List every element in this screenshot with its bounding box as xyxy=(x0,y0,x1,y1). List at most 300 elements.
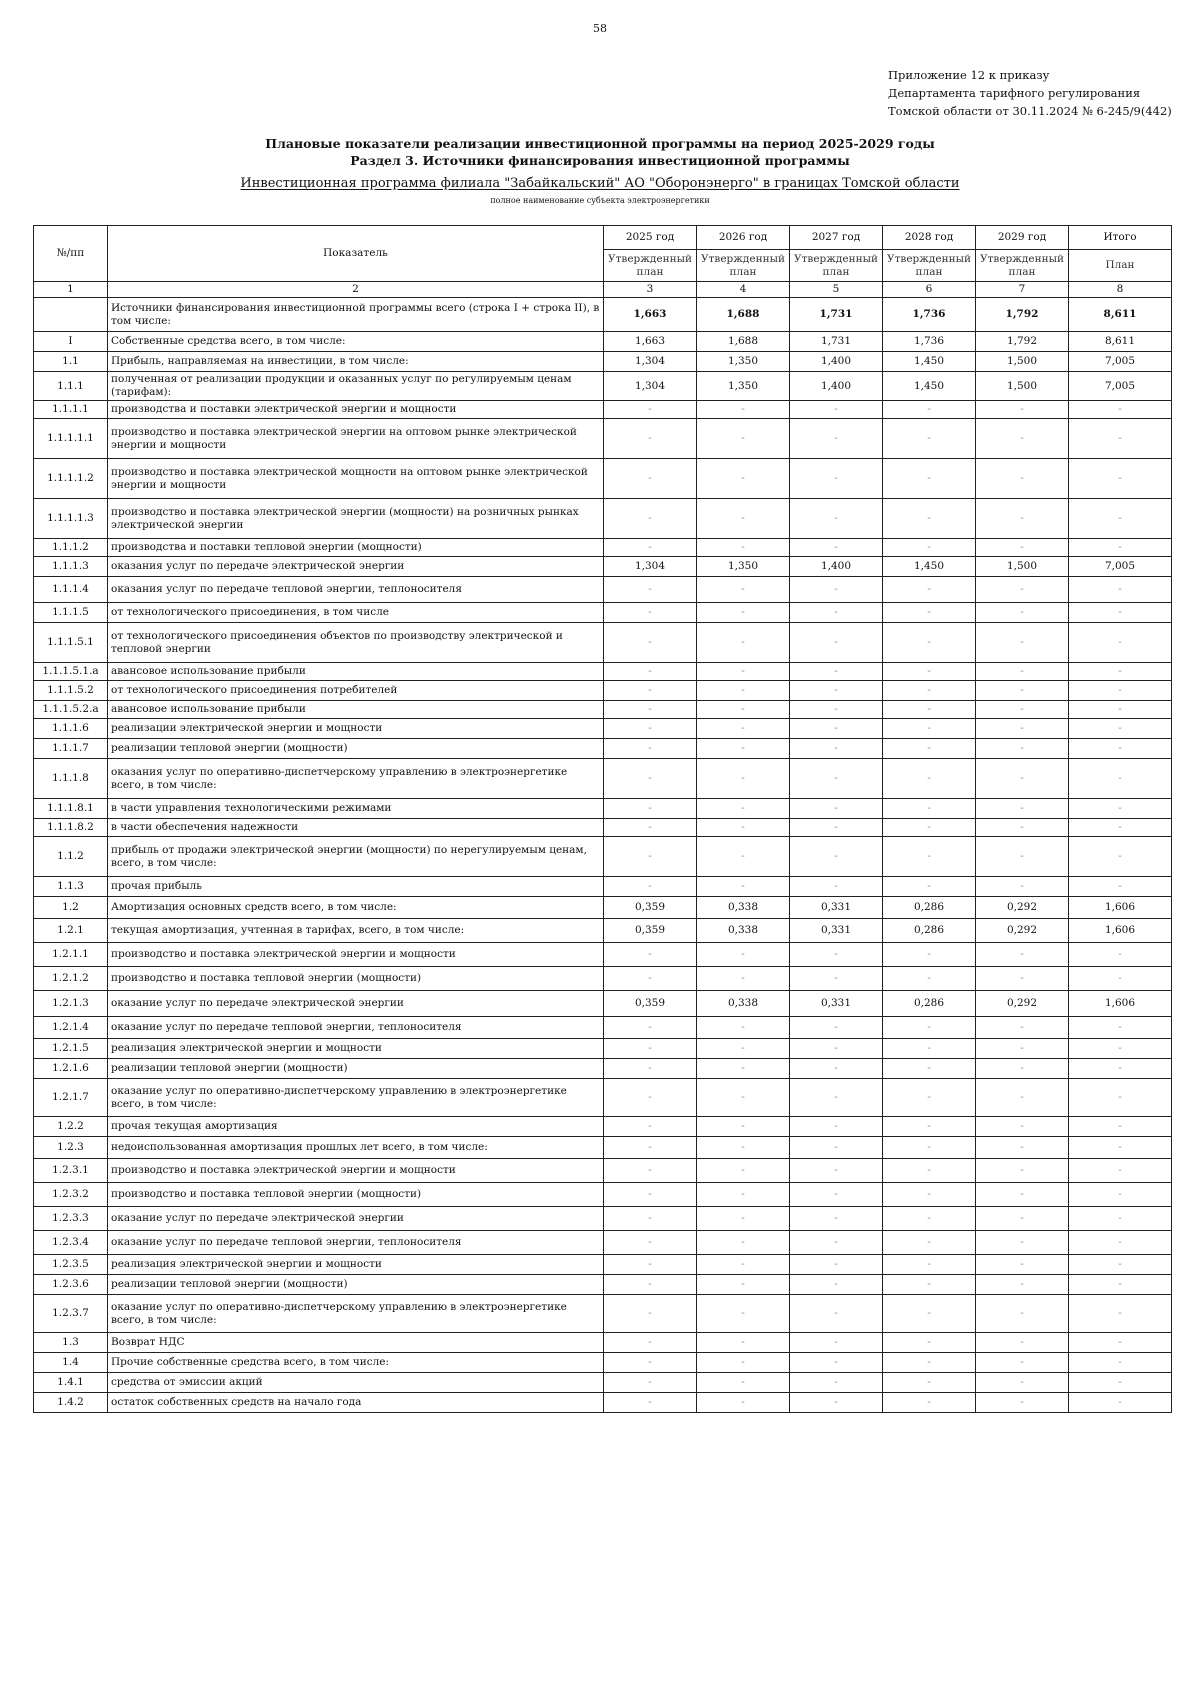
row-total-value: - xyxy=(1069,1295,1172,1333)
row-year-value: - xyxy=(790,459,883,499)
appendix-note xyxy=(888,66,1188,120)
row-year-value: - xyxy=(790,419,883,459)
row-year-value: - xyxy=(790,1275,883,1295)
table-row xyxy=(34,701,1172,719)
row-indicator: реализация электрической энергии и мощности xyxy=(108,1255,604,1275)
row-year-value: - xyxy=(604,877,697,897)
row-year-value: - xyxy=(604,799,697,819)
table-row xyxy=(34,577,1172,603)
row-year-value: - xyxy=(976,1079,1069,1117)
row-year-value: - xyxy=(883,719,976,739)
header-sub-2029: Утвержденный план xyxy=(976,250,1069,282)
row-year-value: - xyxy=(976,877,1069,897)
row-indicator: прибыль от продажи электрической энергии (мощности) по нерегулируемым ценам, всего, в том числе: xyxy=(108,837,604,877)
row-total-value: - xyxy=(1069,459,1172,499)
header-indicator: Показатель xyxy=(108,226,604,282)
document-title xyxy=(0,135,1200,169)
row-year-value: - xyxy=(604,1159,697,1183)
column-number: 6 xyxy=(883,282,976,298)
row-year-value: - xyxy=(976,1059,1069,1079)
row-year-value: 0,359 xyxy=(604,991,697,1017)
row-year-value: 1,350 xyxy=(697,372,790,401)
row-year-value: - xyxy=(976,1159,1069,1183)
row-total-value: - xyxy=(1069,719,1172,739)
row-year-value: - xyxy=(883,577,976,603)
row-year-value: - xyxy=(976,759,1069,799)
row-code: 1.1.1.5.2.a xyxy=(34,701,108,719)
row-year-value: - xyxy=(883,1059,976,1079)
row-year-value: - xyxy=(883,967,976,991)
row-year-value: 0,292 xyxy=(976,919,1069,943)
row-year-value: - xyxy=(604,459,697,499)
row-year-value: - xyxy=(604,1231,697,1255)
row-code: 1.2.1.1 xyxy=(34,943,108,967)
row-year-value: - xyxy=(697,1373,790,1393)
row-year-value: - xyxy=(697,1079,790,1117)
table-row xyxy=(34,1137,1172,1159)
row-code: 1.2.3 xyxy=(34,1137,108,1159)
row-code: 1.1.1.5.2 xyxy=(34,681,108,701)
row-indicator: прочая текущая амортизация xyxy=(108,1117,604,1137)
row-year-value: 1,688 xyxy=(697,298,790,332)
table-row xyxy=(34,557,1172,577)
header-sub-2028: Утвержденный план xyxy=(883,250,976,282)
row-year-value: - xyxy=(604,1079,697,1117)
table-body xyxy=(34,298,1172,1413)
row-year-value: - xyxy=(883,1117,976,1137)
row-year-value: 1,736 xyxy=(883,298,976,332)
row-year-value: - xyxy=(697,943,790,967)
header-year-2027: 2027 год xyxy=(790,226,883,250)
table-row xyxy=(34,539,1172,557)
row-total-value: - xyxy=(1069,877,1172,897)
row-year-value: 1,688 xyxy=(697,332,790,352)
row-year-value: - xyxy=(883,1373,976,1393)
row-code: 1.2.3.5 xyxy=(34,1255,108,1275)
row-year-value: - xyxy=(883,539,976,557)
row-total-value: - xyxy=(1069,1207,1172,1231)
row-year-value: - xyxy=(604,1207,697,1231)
row-code: 1.1.1.1.3 xyxy=(34,499,108,539)
row-indicator: средства от эмиссии акций xyxy=(108,1373,604,1393)
row-indicator: Амортизация основных средств всего, в том числе: xyxy=(108,897,604,919)
header-year-2029: 2029 год xyxy=(976,226,1069,250)
row-year-value: 0,338 xyxy=(697,897,790,919)
row-year-value: - xyxy=(790,1207,883,1231)
table-row xyxy=(34,719,1172,739)
row-year-value: 0,338 xyxy=(697,991,790,1017)
row-year-value: - xyxy=(790,837,883,877)
row-year-value: - xyxy=(883,943,976,967)
row-year-value: - xyxy=(883,1183,976,1207)
row-year-value: - xyxy=(883,1295,976,1333)
row-total-value: - xyxy=(1069,819,1172,837)
table-row xyxy=(34,1231,1172,1255)
title-line-1: Плановые показатели реализации инвестиционной программы на период 2025-2029 годы xyxy=(265,136,935,151)
row-total-value: - xyxy=(1069,1393,1172,1413)
row-year-value: - xyxy=(697,623,790,663)
row-year-value: - xyxy=(883,1255,976,1275)
row-year-value: 0,359 xyxy=(604,897,697,919)
row-code: 1.1.1.8 xyxy=(34,759,108,799)
row-year-value: - xyxy=(697,419,790,459)
row-year-value: 1,450 xyxy=(883,557,976,577)
table-row xyxy=(34,739,1172,759)
row-year-value: - xyxy=(976,401,1069,419)
row-year-value: - xyxy=(790,1079,883,1117)
entity-name xyxy=(0,176,1200,191)
row-year-value: 1,400 xyxy=(790,372,883,401)
row-year-value: 1,400 xyxy=(790,557,883,577)
row-code: 1.4 xyxy=(34,1353,108,1373)
row-year-value: - xyxy=(604,1393,697,1413)
row-year-value: 1,792 xyxy=(976,332,1069,352)
row-code: 1.1.2 xyxy=(34,837,108,877)
row-year-value: - xyxy=(697,1275,790,1295)
table-row xyxy=(34,897,1172,919)
row-year-value: - xyxy=(697,1231,790,1255)
row-year-value: - xyxy=(790,1117,883,1137)
row-year-value: - xyxy=(976,1393,1069,1413)
row-year-value: - xyxy=(604,819,697,837)
row-year-value: - xyxy=(976,1255,1069,1275)
row-code: 1.2.3.1 xyxy=(34,1159,108,1183)
row-year-value: - xyxy=(976,799,1069,819)
column-number: 7 xyxy=(976,282,1069,298)
row-year-value: - xyxy=(883,681,976,701)
row-total-value: - xyxy=(1069,1353,1172,1373)
row-total-value: - xyxy=(1069,663,1172,681)
row-year-value: - xyxy=(976,967,1069,991)
row-year-value: - xyxy=(976,943,1069,967)
table-row xyxy=(34,837,1172,877)
row-year-value: - xyxy=(790,1295,883,1333)
row-indicator: оказание услуг по передаче электрической энергии xyxy=(108,1207,604,1231)
row-total-value: - xyxy=(1069,1275,1172,1295)
table-row xyxy=(34,681,1172,701)
row-indicator: от технологического присоединения потребителей xyxy=(108,681,604,701)
row-year-value: - xyxy=(697,1039,790,1059)
row-year-value: - xyxy=(883,1393,976,1413)
row-total-value: - xyxy=(1069,967,1172,991)
row-total-value: 1,606 xyxy=(1069,991,1172,1017)
row-year-value: - xyxy=(604,499,697,539)
row-year-value: - xyxy=(790,967,883,991)
table-row xyxy=(34,1079,1172,1117)
row-year-value: - xyxy=(790,1393,883,1413)
row-year-value: - xyxy=(604,1039,697,1059)
row-code: 1.2.3.7 xyxy=(34,1295,108,1333)
row-year-value: - xyxy=(604,1255,697,1275)
row-indicator: производство и поставка тепловой энергии (мощности) xyxy=(108,967,604,991)
row-year-value: - xyxy=(697,663,790,681)
row-code: 1.1.1.2 xyxy=(34,539,108,557)
table-row xyxy=(34,799,1172,819)
table-row xyxy=(34,1333,1172,1353)
row-year-value: - xyxy=(976,1231,1069,1255)
row-indicator: от технологического присоединения объектов по производству электрической и тепловой энергии xyxy=(108,623,604,663)
row-year-value: 1,792 xyxy=(976,298,1069,332)
row-year-value: - xyxy=(697,1207,790,1231)
column-number: 5 xyxy=(790,282,883,298)
row-year-value: - xyxy=(604,837,697,877)
row-total-value: - xyxy=(1069,1017,1172,1039)
row-year-value: - xyxy=(697,1159,790,1183)
row-year-value: - xyxy=(976,819,1069,837)
row-year-value: - xyxy=(697,681,790,701)
row-code: 1.1.1.1.2 xyxy=(34,459,108,499)
table-row xyxy=(34,499,1172,539)
row-year-value: - xyxy=(790,1231,883,1255)
page-number: 58 xyxy=(593,22,607,35)
row-total-value: - xyxy=(1069,1373,1172,1393)
row-indicator: реализации тепловой энергии (мощности) xyxy=(108,1275,604,1295)
row-year-value: - xyxy=(976,1117,1069,1137)
row-year-value: 1,350 xyxy=(697,557,790,577)
row-year-value: - xyxy=(883,1039,976,1059)
row-year-value: - xyxy=(604,623,697,663)
row-year-value: - xyxy=(697,967,790,991)
row-year-value: - xyxy=(604,1275,697,1295)
row-code: 1.1.1.5.1.a xyxy=(34,663,108,681)
row-year-value: - xyxy=(604,401,697,419)
row-year-value: - xyxy=(883,1159,976,1183)
table-row xyxy=(34,1393,1172,1413)
table-row xyxy=(34,372,1172,401)
row-year-value: - xyxy=(697,837,790,877)
row-year-value: - xyxy=(883,623,976,663)
row-total-value: - xyxy=(1069,799,1172,819)
row-year-value: - xyxy=(883,701,976,719)
row-code: 1.2 xyxy=(34,897,108,919)
row-indicator: реализация электрической энергии и мощности xyxy=(108,1039,604,1059)
row-code: 1.1.1 xyxy=(34,372,108,401)
table-row xyxy=(34,603,1172,623)
row-code: 1.1 xyxy=(34,352,108,372)
row-code: 1.2.3.2 xyxy=(34,1183,108,1207)
row-total-value: - xyxy=(1069,1137,1172,1159)
row-year-value: 1,500 xyxy=(976,352,1069,372)
row-code: 1.1.1.4 xyxy=(34,577,108,603)
row-code: 1.2.3.6 xyxy=(34,1275,108,1295)
row-code: 1.1.1.6 xyxy=(34,719,108,739)
row-total-value: - xyxy=(1069,623,1172,663)
row-year-value: - xyxy=(790,1183,883,1207)
row-year-value: - xyxy=(790,577,883,603)
column-number: 3 xyxy=(604,282,697,298)
row-year-value: - xyxy=(604,759,697,799)
row-indicator: остаток собственных средств на начало года xyxy=(108,1393,604,1413)
table-row xyxy=(34,1373,1172,1393)
row-indicator: реализации электрической энергии и мощности xyxy=(108,719,604,739)
row-code: 1.4.1 xyxy=(34,1373,108,1393)
row-code: 1.3 xyxy=(34,1333,108,1353)
row-year-value: - xyxy=(883,1207,976,1231)
row-code: 1.1.3 xyxy=(34,877,108,897)
row-indicator: полученная от реализации продукции и оказанных услуг по регулируемым ценам (тарифам): xyxy=(108,372,604,401)
row-year-value: - xyxy=(790,1255,883,1275)
row-year-value: - xyxy=(976,603,1069,623)
row-year-value: - xyxy=(790,1159,883,1183)
row-year-value: - xyxy=(604,419,697,459)
row-year-value: - xyxy=(604,1183,697,1207)
appendix-line-1: Приложение 12 к приказу xyxy=(888,68,1050,82)
header-code: №/пп xyxy=(34,226,108,282)
row-year-value: - xyxy=(976,837,1069,877)
row-year-value: 1,304 xyxy=(604,372,697,401)
row-year-value: - xyxy=(976,1039,1069,1059)
row-code: 1.2.1.6 xyxy=(34,1059,108,1079)
table-row xyxy=(34,298,1172,332)
row-year-value: - xyxy=(697,1183,790,1207)
row-indicator: оказание услуг по передаче тепловой энергии, теплоносителя xyxy=(108,1017,604,1039)
row-year-value: - xyxy=(604,577,697,603)
row-total-value: - xyxy=(1069,837,1172,877)
table-row xyxy=(34,623,1172,663)
table-row xyxy=(34,1183,1172,1207)
row-year-value: - xyxy=(697,877,790,897)
table-row xyxy=(34,1117,1172,1137)
table-row xyxy=(34,1295,1172,1333)
row-code: 1.2.3.4 xyxy=(34,1231,108,1255)
row-indicator: Собственные средства всего, в том числе: xyxy=(108,332,604,352)
row-year-value: - xyxy=(604,1333,697,1353)
row-year-value: - xyxy=(883,1275,976,1295)
row-year-value: 1,500 xyxy=(976,372,1069,401)
row-year-value: - xyxy=(790,499,883,539)
row-year-value: 1,400 xyxy=(790,352,883,372)
row-indicator: оказания услуг по передаче тепловой энергии, теплоносителя xyxy=(108,577,604,603)
row-indicator: от технологического присоединения, в том числе xyxy=(108,603,604,623)
row-year-value: 1,731 xyxy=(790,332,883,352)
row-year-value: - xyxy=(604,1017,697,1039)
row-year-value: - xyxy=(604,739,697,759)
table-row xyxy=(34,759,1172,799)
row-total-value: - xyxy=(1069,1231,1172,1255)
row-indicator: производство и поставка электрической энергии (мощности) на розничных рынках электрической энергии xyxy=(108,499,604,539)
row-year-value: - xyxy=(883,1079,976,1117)
row-indicator: Источники финансирования инвестиционной программы всего (строка I + строка II), в том числе: xyxy=(108,298,604,332)
row-year-value: - xyxy=(976,1295,1069,1333)
column-number: 4 xyxy=(697,282,790,298)
row-total-value: 8,611 xyxy=(1069,298,1172,332)
row-total-value: - xyxy=(1069,1333,1172,1353)
row-year-value: 0,359 xyxy=(604,919,697,943)
row-year-value: - xyxy=(883,401,976,419)
row-code: 1.1.1.1.1 xyxy=(34,419,108,459)
row-year-value: - xyxy=(697,539,790,557)
row-year-value: 1,736 xyxy=(883,332,976,352)
row-year-value: - xyxy=(790,943,883,967)
row-year-value: - xyxy=(697,1117,790,1137)
row-year-value: - xyxy=(883,739,976,759)
row-indicator: Возврат НДС xyxy=(108,1333,604,1353)
row-total-value: - xyxy=(1069,1059,1172,1079)
row-total-value: - xyxy=(1069,1117,1172,1137)
table-row xyxy=(34,419,1172,459)
row-total-value: - xyxy=(1069,1079,1172,1117)
row-year-value: 0,292 xyxy=(976,991,1069,1017)
row-total-value: - xyxy=(1069,603,1172,623)
row-year-value: - xyxy=(976,1333,1069,1353)
row-indicator: прочая прибыль xyxy=(108,877,604,897)
row-code xyxy=(34,298,108,332)
row-indicator: производство и поставка электрической энергии на оптовом рынке электрической энергии и мощности xyxy=(108,419,604,459)
row-total-value: - xyxy=(1069,1159,1172,1183)
row-year-value: - xyxy=(790,1059,883,1079)
row-year-value: - xyxy=(697,1017,790,1039)
table-row xyxy=(34,943,1172,967)
row-year-value: - xyxy=(790,663,883,681)
row-code: 1.1.1.1 xyxy=(34,401,108,419)
row-year-value: 0,331 xyxy=(790,919,883,943)
row-year-value: 0,331 xyxy=(790,897,883,919)
row-year-value: - xyxy=(790,539,883,557)
table-row xyxy=(34,967,1172,991)
row-year-value: - xyxy=(697,401,790,419)
table-row xyxy=(34,1039,1172,1059)
table-row xyxy=(34,459,1172,499)
row-indicator: производство и поставка электрической мощности на оптовом рынке электрической энергии и мощности xyxy=(108,459,604,499)
row-indicator: недоиспользованная амортизация прошлых лет всего, в том числе: xyxy=(108,1137,604,1159)
row-year-value: - xyxy=(604,539,697,557)
row-indicator: производство и поставка тепловой энергии (мощности) xyxy=(108,1183,604,1207)
row-year-value: - xyxy=(790,1333,883,1353)
row-year-value: - xyxy=(883,1231,976,1255)
row-year-value: - xyxy=(976,459,1069,499)
header-sub-2026: Утвержденный план xyxy=(697,250,790,282)
header-sub-2025: Утвержденный план xyxy=(604,250,697,282)
column-number-row xyxy=(34,282,1172,298)
row-year-value: - xyxy=(604,1117,697,1137)
row-indicator: Прочие собственные средства всего, в том числе: xyxy=(108,1353,604,1373)
table-row xyxy=(34,1255,1172,1275)
row-year-value: - xyxy=(790,401,883,419)
row-year-value: - xyxy=(976,1373,1069,1393)
row-year-value: - xyxy=(697,1255,790,1275)
appendix-line-3: Томской области от 30.11.2024 № 6-245/9(442) xyxy=(888,104,1172,118)
header-year-2025: 2025 год xyxy=(604,226,697,250)
row-total-value: - xyxy=(1069,1255,1172,1275)
row-year-value: - xyxy=(883,877,976,897)
row-indicator: оказания услуг по передаче электрической энергии xyxy=(108,557,604,577)
row-year-value: - xyxy=(883,799,976,819)
row-indicator: оказание услуг по оперативно-диспетчерскому управлению в электроэнергетике всего, в том числе: xyxy=(108,1295,604,1333)
table-row xyxy=(34,332,1172,352)
row-total-value: - xyxy=(1069,739,1172,759)
row-code: 1.2.1.5 xyxy=(34,1039,108,1059)
row-year-value: 0,338 xyxy=(697,919,790,943)
row-year-value: - xyxy=(790,719,883,739)
entity-caption: полное наименование субъекта электроэнергетики xyxy=(490,196,710,205)
row-year-value: - xyxy=(976,577,1069,603)
row-indicator: оказание услуг по передаче тепловой энергии, теплоносителя xyxy=(108,1231,604,1255)
row-year-value: 1,731 xyxy=(790,298,883,332)
row-year-value: - xyxy=(976,1183,1069,1207)
row-year-value: - xyxy=(604,1137,697,1159)
row-year-value: 1,663 xyxy=(604,332,697,352)
row-total-value: - xyxy=(1069,759,1172,799)
row-indicator: авансовое использование прибыли xyxy=(108,663,604,681)
row-year-value: - xyxy=(697,799,790,819)
row-year-value: - xyxy=(790,623,883,663)
row-indicator: оказания услуг по оперативно-диспетчерскому управлению в электроэнергетике всего, в том числе: xyxy=(108,759,604,799)
row-year-value: - xyxy=(883,1137,976,1159)
row-year-value: - xyxy=(883,499,976,539)
row-year-value: - xyxy=(697,1393,790,1413)
row-year-value: - xyxy=(790,1039,883,1059)
row-year-value: - xyxy=(697,1333,790,1353)
